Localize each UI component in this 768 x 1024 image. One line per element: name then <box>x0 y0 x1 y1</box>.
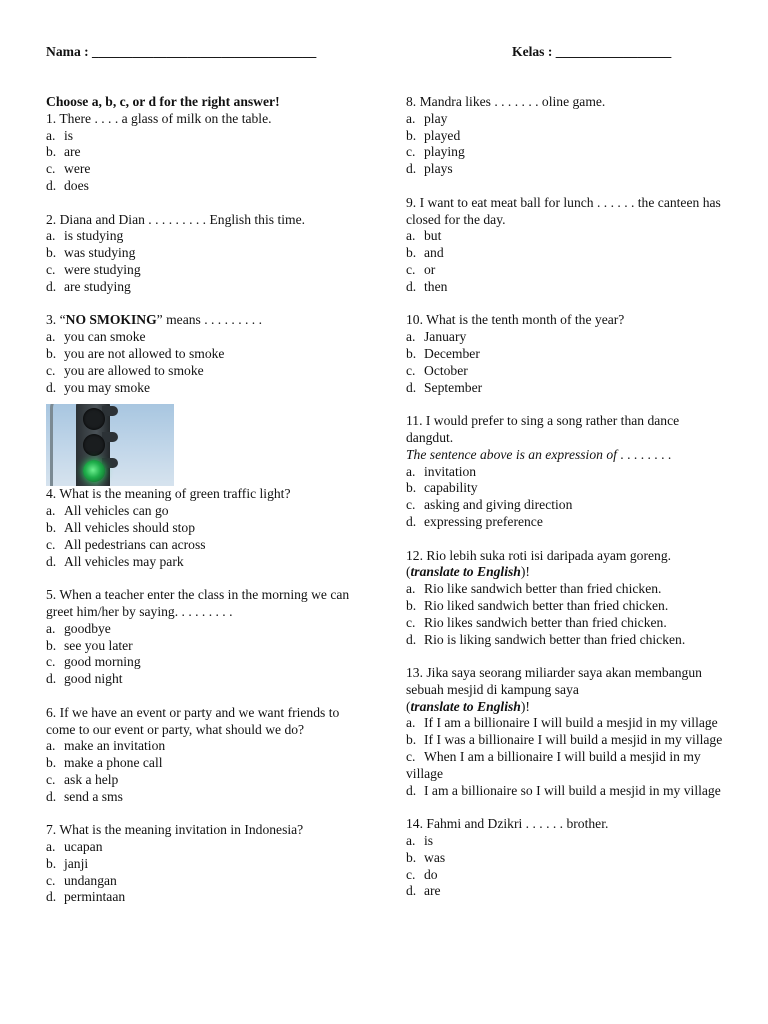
option-text: played <box>424 127 461 143</box>
answer-option[interactable] <box>46 654 364 671</box>
answer-option[interactable] <box>406 279 726 296</box>
option-letter: c. <box>46 161 56 177</box>
option-text: All vehicles may park <box>64 553 184 569</box>
option-letter: d. <box>406 883 417 899</box>
question-12 <box>406 548 726 649</box>
answer-option[interactable] <box>406 228 726 245</box>
option-letter: b. <box>46 855 57 871</box>
option-text: capability <box>424 480 478 496</box>
option-text: If I am a billionaire I will build a mesjid in my village <box>424 715 718 731</box>
answer-option[interactable] <box>46 329 364 346</box>
option-text: goodbye <box>64 620 111 636</box>
option-letter: c. <box>46 261 56 277</box>
translate-instruction: (translate to English)! <box>406 564 530 580</box>
option-letter: b. <box>406 849 417 865</box>
option-letter: d. <box>46 788 57 804</box>
answer-option[interactable] <box>46 638 364 655</box>
option-letter: c. <box>406 866 416 882</box>
option-letter: a. <box>46 620 56 636</box>
option-letter: b. <box>406 732 417 748</box>
question-text: 12. Rio lebih suka roti isi daripada ayam goreng. <box>406 547 672 563</box>
answer-option[interactable] <box>406 850 726 867</box>
answer-option[interactable] <box>46 228 364 245</box>
answer-option[interactable] <box>46 245 364 262</box>
translate-instruction: (translate to English)! <box>406 698 530 714</box>
option-text: playing <box>424 144 465 160</box>
option-text: see you later <box>64 637 133 653</box>
option-text: All vehicles can go <box>64 503 169 519</box>
option-text: is studying <box>64 228 124 244</box>
option-letter: a. <box>406 329 416 345</box>
option-letter: d. <box>46 278 57 294</box>
option-letter: c. <box>46 654 56 670</box>
name-field[interactable]: Nama : _________________________________ <box>46 44 317 59</box>
option-text: is <box>64 127 74 143</box>
answer-option[interactable] <box>406 329 726 346</box>
answer-option[interactable] <box>46 772 364 789</box>
option-text: Rio like sandwich better than fried chicken. <box>424 581 662 597</box>
option-text: undangan <box>64 872 117 888</box>
option-letter: c. <box>406 749 416 765</box>
answer-option[interactable] <box>406 867 726 884</box>
answer-option[interactable] <box>46 503 364 520</box>
question-3 <box>46 312 364 396</box>
question-text: 14. Fahmi and Dzikri . . . . . . brother. <box>406 816 609 832</box>
answer-option[interactable] <box>46 178 364 195</box>
option-text: does <box>64 177 89 193</box>
right-column <box>406 94 726 917</box>
question-text: 13. Jika saya seorang miliarder saya akan membangun sebuah mesjid di kampung saya <box>406 665 702 697</box>
option-letter: d. <box>46 177 57 193</box>
option-letter: a. <box>46 329 56 345</box>
answer-option[interactable] <box>46 262 364 279</box>
option-letter: d. <box>406 278 417 294</box>
option-letter: d. <box>46 889 57 905</box>
option-letter: b. <box>46 245 57 261</box>
option-letter: a. <box>46 127 56 143</box>
option-letter: b. <box>46 637 57 653</box>
question-11 <box>406 413 726 531</box>
option-text: invitation <box>424 463 477 479</box>
option-text: plays <box>424 161 453 177</box>
option-letter: c. <box>46 536 56 552</box>
answer-option[interactable] <box>406 346 726 363</box>
question-text: 3. “NO SMOKING” means . . . . . . . . . <box>46 312 262 328</box>
option-text: was <box>424 849 446 865</box>
answer-option[interactable] <box>46 856 364 873</box>
option-letter: a. <box>406 228 416 244</box>
option-letter: a. <box>406 715 416 731</box>
answer-option[interactable] <box>406 833 726 850</box>
answer-option[interactable] <box>46 537 364 554</box>
option-letter: a. <box>46 503 56 519</box>
answer-option[interactable] <box>46 363 364 380</box>
option-text: is <box>424 833 434 849</box>
option-text: were <box>64 161 91 177</box>
option-letter: c. <box>406 261 416 277</box>
option-letter: b. <box>46 345 57 361</box>
option-text: are studying <box>64 278 131 294</box>
option-letter: a. <box>406 110 416 126</box>
question-10 <box>406 312 726 396</box>
option-text: asking and giving direction <box>424 497 573 513</box>
option-text: janji <box>64 855 89 871</box>
answer-option[interactable] <box>406 883 726 900</box>
option-text: October <box>424 362 468 378</box>
option-letter: c. <box>46 771 56 787</box>
option-letter: c. <box>46 872 56 888</box>
question-text: 1. There . . . . a glass of milk on the table. <box>46 110 272 126</box>
option-letter: b. <box>46 519 57 535</box>
option-letter: a. <box>406 463 416 479</box>
question-14 <box>406 816 726 900</box>
answer-option[interactable] <box>406 514 726 531</box>
answer-option[interactable] <box>46 671 364 688</box>
option-letter: c. <box>406 497 416 513</box>
option-letter: b. <box>406 245 417 261</box>
answer-option[interactable] <box>46 380 364 397</box>
answer-option[interactable] <box>46 128 364 145</box>
option-text: make a phone call <box>64 755 163 771</box>
option-text: Rio is liking sandwich better than fried chicken. <box>424 631 686 647</box>
option-text: play <box>424 110 448 126</box>
answer-option[interactable] <box>46 520 364 537</box>
answer-option[interactable] <box>46 789 364 806</box>
answer-option[interactable] <box>46 755 364 772</box>
option-text: do <box>424 866 438 882</box>
answer-option[interactable] <box>406 111 726 128</box>
option-letter: c. <box>46 362 56 378</box>
option-text: expressing preference <box>424 513 543 529</box>
question-text: 7. What is the meaning invitation in Indonesia? <box>46 822 304 838</box>
question-4 <box>46 486 364 570</box>
option-letter: c. <box>406 614 416 630</box>
option-text: permintaan <box>64 889 126 905</box>
answer-option[interactable] <box>406 262 726 279</box>
option-letter: a. <box>46 738 56 754</box>
option-text: December <box>424 345 480 361</box>
question-7 <box>46 822 364 906</box>
no-smoking-emphasis: NO SMOKING <box>65 312 157 328</box>
option-text: and <box>424 245 444 261</box>
option-text: I am a billionaire so I will build a mesjid in my village <box>424 782 721 798</box>
option-text: you are not allowed to smoke <box>64 345 225 361</box>
option-text: you are allowed to smoke <box>64 362 204 378</box>
answer-option[interactable] <box>406 144 726 161</box>
option-letter: b. <box>406 127 417 143</box>
question-text: 10. What is the tenth month of the year? <box>406 312 625 328</box>
option-text: were studying <box>64 261 141 277</box>
option-text: but <box>424 228 442 244</box>
option-text: ask a help <box>64 771 119 787</box>
answer-option[interactable] <box>406 380 726 397</box>
answer-option[interactable] <box>46 279 364 296</box>
option-text: All pedestrians can across <box>64 536 206 552</box>
answer-option[interactable] <box>46 839 364 856</box>
answer-option[interactable] <box>406 245 726 262</box>
option-text: good morning <box>64 654 141 670</box>
option-text: Rio likes sandwich better than fried chicken. <box>424 614 667 630</box>
option-letter: a. <box>406 581 416 597</box>
option-text: then <box>424 278 448 294</box>
option-text: you can smoke <box>64 329 146 345</box>
answer-option[interactable] <box>46 889 364 906</box>
option-letter: c. <box>406 144 416 160</box>
option-text: send a sms <box>64 788 123 804</box>
option-text: are <box>64 144 81 160</box>
answer-option[interactable] <box>406 128 726 145</box>
answer-option[interactable] <box>406 615 726 632</box>
question-6 <box>46 705 364 806</box>
option-text: are <box>424 883 441 899</box>
option-letter: d. <box>406 631 417 647</box>
question-5 <box>46 587 364 688</box>
answer-option[interactable] <box>406 715 726 732</box>
answer-option[interactable] <box>406 161 726 178</box>
answer-option[interactable] <box>406 464 726 481</box>
answer-option[interactable] <box>46 554 364 571</box>
question-text: 4. What is the meaning of green traffic light? <box>46 486 291 502</box>
answer-option[interactable] <box>406 480 726 497</box>
answer-option[interactable] <box>46 161 364 178</box>
question-1 <box>46 111 364 195</box>
option-letter: d. <box>406 513 417 529</box>
question-13 <box>406 665 726 799</box>
option-text: September <box>424 379 483 395</box>
question-text: 11. I would prefer to sing a song rather than dance dangdut. <box>406 413 680 445</box>
option-letter: a. <box>46 839 56 855</box>
option-text: make an invitation <box>64 738 166 754</box>
question-text: 6. If we have an event or party and we want friends to come to our event or party, what should we do? <box>46 704 340 737</box>
option-text: When I am a billionaire I will build a mesjid in my village <box>406 749 701 781</box>
option-letter: b. <box>46 144 57 160</box>
option-letter: b. <box>406 597 417 613</box>
left-column <box>46 94 364 923</box>
answer-option[interactable] <box>406 363 726 380</box>
question-2 <box>46 212 364 296</box>
option-letter: d. <box>46 671 57 687</box>
option-letter: c. <box>406 362 416 378</box>
answer-option[interactable] <box>406 632 726 649</box>
answer-option[interactable] <box>46 873 364 890</box>
option-text: ucapan <box>64 839 103 855</box>
answer-option[interactable] <box>406 732 726 749</box>
class-field[interactable]: Kelas : _________________ <box>512 44 672 59</box>
option-letter: d. <box>406 161 417 177</box>
answer-option[interactable] <box>406 581 726 598</box>
option-letter: d. <box>406 379 417 395</box>
traffic-light-image <box>46 404 174 486</box>
option-letter: d. <box>46 553 57 569</box>
answer-option[interactable] <box>406 598 726 615</box>
answer-option[interactable] <box>406 783 726 800</box>
answer-option[interactable] <box>46 346 364 363</box>
option-letter: b. <box>406 480 417 496</box>
option-letter: b. <box>46 755 57 771</box>
option-text: you may smoke <box>64 379 151 395</box>
option-text: Rio liked sandwich better than fried chicken. <box>424 597 669 613</box>
option-text: was studying <box>64 245 136 261</box>
instruction: Choose a, b, c, or d for the right answer! <box>46 94 280 109</box>
answer-option[interactable] <box>406 749 726 783</box>
question-8 <box>406 94 726 178</box>
option-text: All vehicles should stop <box>64 519 196 535</box>
option-text: January <box>424 329 467 345</box>
option-text: If I was a billionaire I will build a mesjid in my village <box>424 732 723 748</box>
option-letter: a. <box>46 228 56 244</box>
question-9 <box>406 195 726 296</box>
option-letter: d. <box>46 379 57 395</box>
question-text: 2. Diana and Dian . . . . . . . . . English this time. <box>46 211 306 227</box>
option-letter: b. <box>406 345 417 361</box>
question-text: 8. Mandra likes . . . . . . . oline game. <box>406 94 606 109</box>
answer-option[interactable] <box>406 497 726 514</box>
option-letter: d. <box>406 782 417 798</box>
answer-option[interactable] <box>46 144 364 161</box>
answer-option[interactable] <box>46 738 364 755</box>
option-letter: a. <box>406 833 416 849</box>
option-text: or <box>424 261 436 277</box>
question-text: 9. I want to eat meat ball for lunch . . . . . . the canteen has closed for the day. <box>406 194 721 227</box>
question-subtext: The sentence above is an expression of . . . . . . . . <box>406 446 672 462</box>
answer-option[interactable] <box>46 621 364 638</box>
question-text: 5. When a teacher enter the class in the morning we can greet him/her by saying. . . . . . . . . <box>46 587 350 619</box>
option-text: good night <box>64 671 123 687</box>
